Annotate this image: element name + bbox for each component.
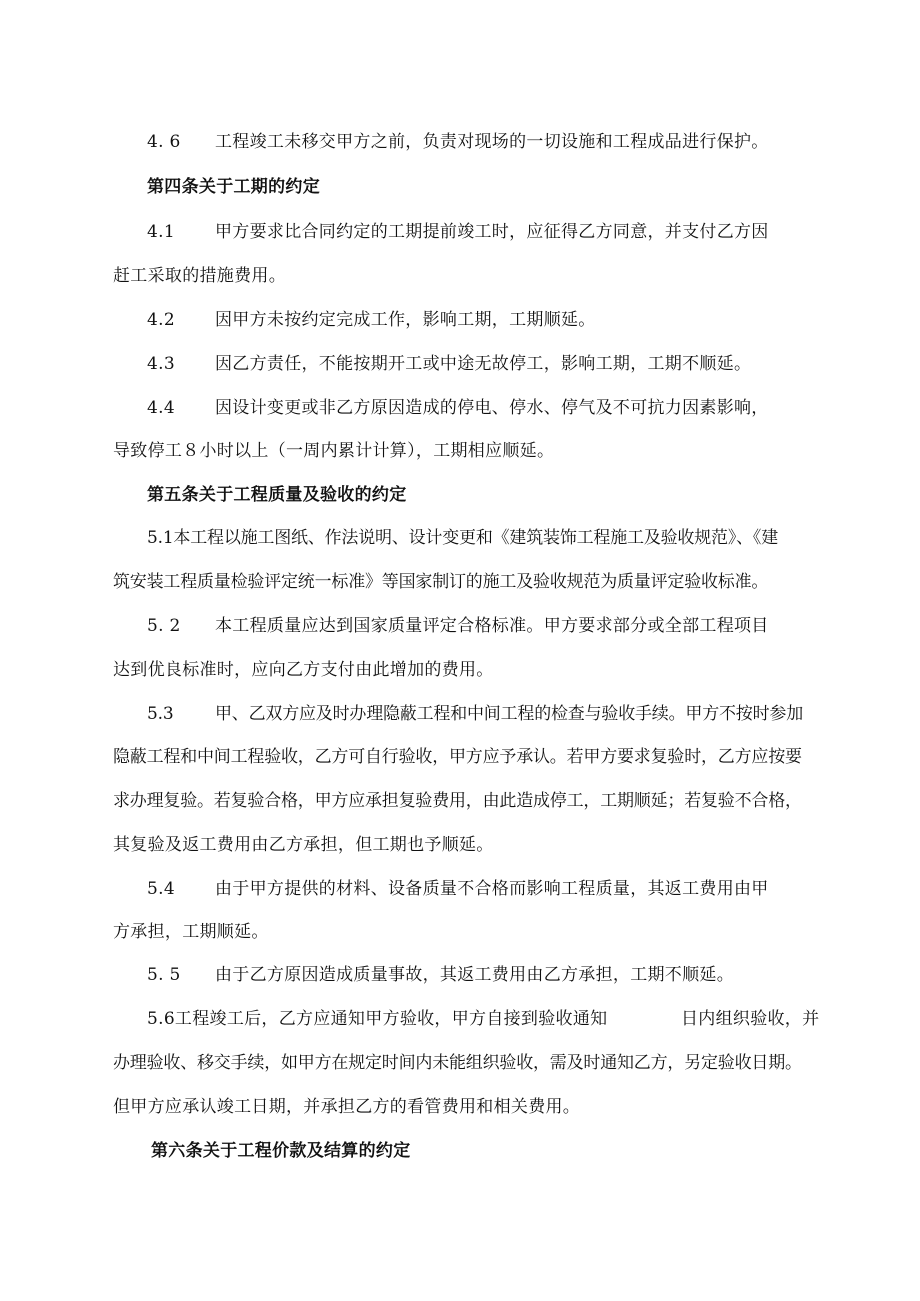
clause-5-5 <box>147 964 734 986</box>
clause-number: 4.4 <box>147 398 175 418</box>
clause-5-6-line1b: 日内组织验收，并 <box>681 1009 820 1029</box>
clause-5-6-line3: 但甲方应承认竣工日期，并承担乙方的看管费用和相关费用。 <box>113 1097 581 1117</box>
section-heading-5: 第五条关于工程质量及验收的约定 <box>147 485 407 505</box>
clause-number: 5.3 <box>147 704 174 724</box>
clause-5-4-line2: 方承担，工期顺延。 <box>113 922 269 942</box>
clause-5-2-line1 <box>147 615 769 637</box>
clause-5-3-line1 <box>147 703 803 725</box>
clause-5-1-line1: 5.1本工程以施工图纸、作法说明、设计变更和《建筑装饰工程施工及验收规范》、《建 <box>147 528 779 548</box>
clause-number: 4. 6 <box>147 132 181 152</box>
clause-text: 因设计变更或非乙方原因造成的停电、停水、停气及不可抗力因素影响， <box>215 398 769 418</box>
clause-text: 由于甲方提供的材料、设备质量不合格而影响工程质量，其返工费用由甲 <box>215 879 769 899</box>
clause-5-3-line2: 隐蔽工程和中间工程验收，乙方可自行验收，甲方应予承认。若甲方要求复验时，乙方应按要 <box>113 747 802 767</box>
clause-number: 4.3 <box>147 354 175 374</box>
clause-4-4-line2: 导致停工８小时以上（一周内累计计算），工期相应顺延。 <box>113 441 555 461</box>
clause-5-6-line1a: 5.6工程竣工后，乙方应通知甲方验收，甲方自接到验收通知 <box>147 1009 608 1029</box>
clause-4-6 <box>147 131 769 153</box>
clause-number: 5.4 <box>147 879 175 899</box>
section-heading-4: 第四条关于工期的约定 <box>147 177 320 197</box>
clause-number: 5. 2 <box>147 616 181 636</box>
clause-text: 因乙方责任，不能按期开工或中途无故停工，影响工期，工期不顺延。 <box>215 354 752 374</box>
section-heading-6: 第六条关于工程价款及结算的约定 <box>151 1141 411 1161</box>
clause-text: 因甲方未按约定完成工作，影响工期，工期顺延。 <box>215 310 596 330</box>
clause-number: 5. 5 <box>147 965 181 985</box>
clause-4-3 <box>147 353 751 375</box>
clause-5-4-line1 <box>147 878 769 900</box>
clause-text: 甲、乙双方应及时办理隐蔽工程和中间工程的检查与验收手续。甲方不按时参加 <box>215 704 803 724</box>
clause-5-6-line2: 办理验收、移交手续，如甲方在规定时间内未能组织验收，需及时通知乙方，另定验收日期。 <box>113 1053 802 1073</box>
clause-5-2-line2: 达到优良标准时，应向乙方支付由此增加的费用。 <box>113 660 494 680</box>
clause-text: 本工程质量应达到国家质量评定合格标准。甲方要求部分或全部工程项目 <box>215 616 769 636</box>
clause-text: 甲方要求比合同约定的工期提前竣工时，应征得乙方同意，并支付乙方因 <box>215 222 769 242</box>
clause-number: 4.1 <box>147 222 175 242</box>
clause-5-3-line4: 其复验及返工费用由乙方承担，但工期也予顺延。 <box>113 835 494 855</box>
clause-4-1-line1 <box>147 221 769 243</box>
clause-4-1-line2: 赶工采取的措施费用。 <box>113 266 286 286</box>
clause-4-2 <box>147 309 596 331</box>
clause-5-1-line2: 筑安装工程质量检验评定统一标准》等国家制订的施工及验收规范为质量评定验收标准。 <box>113 572 769 592</box>
clause-5-3-line3: 求办理复验。若复验合格，甲方应承担复验费用，由此造成停工，工期顺延；若复验不合格， <box>113 791 802 811</box>
clause-4-4-line1 <box>147 397 769 419</box>
clause-number: 4.2 <box>147 310 175 330</box>
clause-text: 由于乙方原因造成质量事故，其返工费用由乙方承担，工期不顺延。 <box>215 965 734 985</box>
clause-text: 工程竣工未移交甲方之前，负责对现场的一切设施和工程成品进行保护。 <box>215 132 769 152</box>
